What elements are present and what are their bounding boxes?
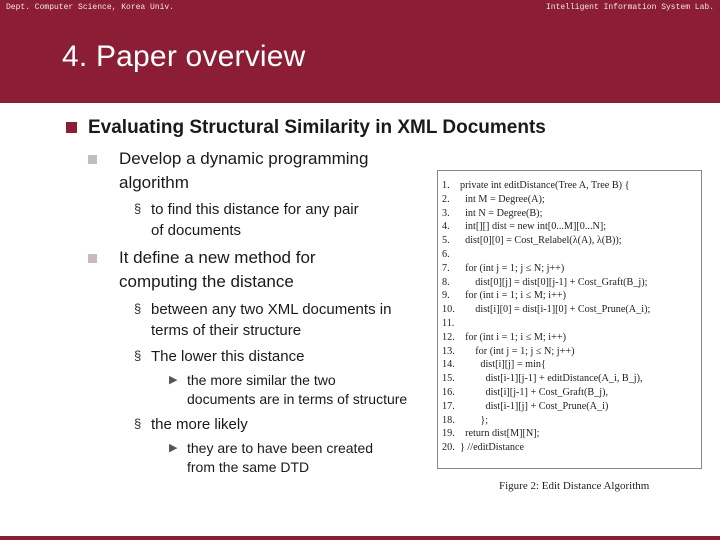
code-line-text: } //editDistance (460, 442, 525, 454)
code-line-text: dist[i-1][j] + Cost_Prune(A_i) (460, 400, 609, 412)
slide-title: 4. Paper overview (62, 40, 306, 73)
code-line-number: 6. (442, 248, 450, 260)
code-line-text: for (int i = 1; i ≤ M; i++) (460, 331, 567, 343)
square-bullet-icon (66, 122, 77, 133)
sub-sub-item-2-3-1-line2: from the same DTD (187, 459, 310, 475)
code-line-text: int N = Degree(B); (460, 207, 543, 219)
arrow-bullet-icon: ▶ (169, 374, 178, 386)
code-line-text: }; (460, 414, 489, 426)
sub-item-2-2 (134, 346, 305, 367)
square-bullet-icon (88, 155, 97, 164)
header-lab: Intelligent Information System Lab. (545, 3, 714, 12)
code-line-number: 20. (442, 442, 455, 454)
bullet-item-1-line1: Develop a dynamic programming (119, 149, 369, 168)
sub-item-2-1-line2: terms of their structure (151, 322, 302, 339)
code-line-number: 9. (442, 290, 450, 302)
code-line-text: int[][] dist = new int[0...M][0...N]; (460, 221, 607, 233)
code-line-number: 5. (442, 235, 450, 247)
code-line-text: dist[0][j] = dist[0][j-1] + Cost_Graft(B_j); (460, 276, 648, 288)
code-line-number: 11. (442, 317, 455, 329)
code-line-number: 19. (442, 428, 455, 440)
sub-sub-item-2-2-1 (169, 371, 408, 409)
sub-sub-item-2-2-1-line2: documents are in terms of structure (187, 391, 408, 407)
code-line-text: for (int j = 1; j ≤ N; j++) (460, 262, 565, 274)
sub-item-2-2-text: The lower this distance (151, 348, 305, 365)
code-line-number: 12. (442, 331, 455, 343)
bullet-item-1-line2: algorithm (119, 173, 189, 192)
code-line-number: 16. (442, 386, 455, 398)
code-line-number: 4. (442, 221, 450, 233)
code-line-number: 13. (442, 345, 455, 357)
code-line-text: for (int j = 1; j ≤ N; j++) (460, 345, 575, 357)
slide-header (0, 0, 720, 103)
code-line-text: dist[0][0] = Cost_Relabel(λ(A), λ(B)); (460, 235, 622, 247)
bullet-item-2-line1: It define a new method for (119, 248, 316, 267)
bullet-item-2-line2: computing the distance (119, 272, 294, 291)
code-line-text: dist[i][j-1] + Cost_Graft(B_j), (460, 386, 609, 398)
code-line-text: return dist[M][N]; (460, 428, 540, 440)
section-bullet-icon: § (134, 301, 142, 316)
section-bullet-icon: § (134, 201, 142, 216)
code-line-number: 14. (442, 359, 455, 371)
figure-caption: Figure 2: Edit Distance Algorithm (499, 480, 650, 492)
sub-item-2-1 (134, 299, 392, 341)
code-line-number: 1. (442, 180, 450, 191)
square-bullet-icon (88, 254, 97, 263)
code-line-number: 17. (442, 400, 455, 412)
algorithm-figure (437, 170, 702, 469)
code-line-text: for (int i = 1; i ≤ M; i++) (460, 290, 567, 302)
code-line-number: 7. (442, 262, 450, 274)
sub-sub-item-2-3-1 (169, 439, 374, 477)
code-line-number: 10. (442, 304, 455, 316)
code-line-number: 8. (442, 276, 450, 288)
bullet-item-1 (119, 147, 368, 195)
bottom-rule (0, 536, 720, 540)
bullet-item-2 (119, 246, 316, 294)
arrow-bullet-icon: ▶ (169, 442, 178, 454)
sub-item-1-1-line2: of documents (151, 222, 242, 239)
code-line-number: 15. (442, 373, 455, 385)
main-heading-text: Evaluating Structural Similarity in XML Documents (88, 117, 546, 138)
sub-sub-item-2-2-1-line1: the more similar the two (187, 372, 336, 388)
code-line-text: int M = Degree(A); (460, 193, 545, 205)
code-line-number: 2. (442, 193, 450, 205)
code-line-text: dist[i][j] = min{ (460, 359, 546, 371)
sub-item-2-3 (134, 414, 248, 435)
header-department: Dept. Computer Science, Korea Univ. (6, 3, 175, 12)
code-line-text: dist[i][0] = dist[i-1][0] + Cost_Prune(A_i); (460, 304, 651, 316)
code-line-number: 3. (442, 207, 450, 219)
sub-item-2-3-text: the more likely (151, 416, 248, 433)
code-line-number: 18. (442, 414, 455, 426)
sub-sub-item-2-3-1-line1: they are to have been created (187, 440, 374, 456)
sub-item-2-1-line1: between any two XML documents in (151, 301, 392, 318)
section-bullet-icon: § (134, 416, 142, 431)
section-bullet-icon: § (134, 348, 142, 363)
code-line-text: dist[i-1][j-1] + editDistance(A_i, B_j), (460, 373, 643, 385)
sub-item-1-1-line1: to find this distance for any pair (151, 201, 359, 218)
code-line-text: private int editDistance(Tree A, Tree B) { (460, 180, 630, 191)
sub-item-1-1 (134, 199, 359, 241)
